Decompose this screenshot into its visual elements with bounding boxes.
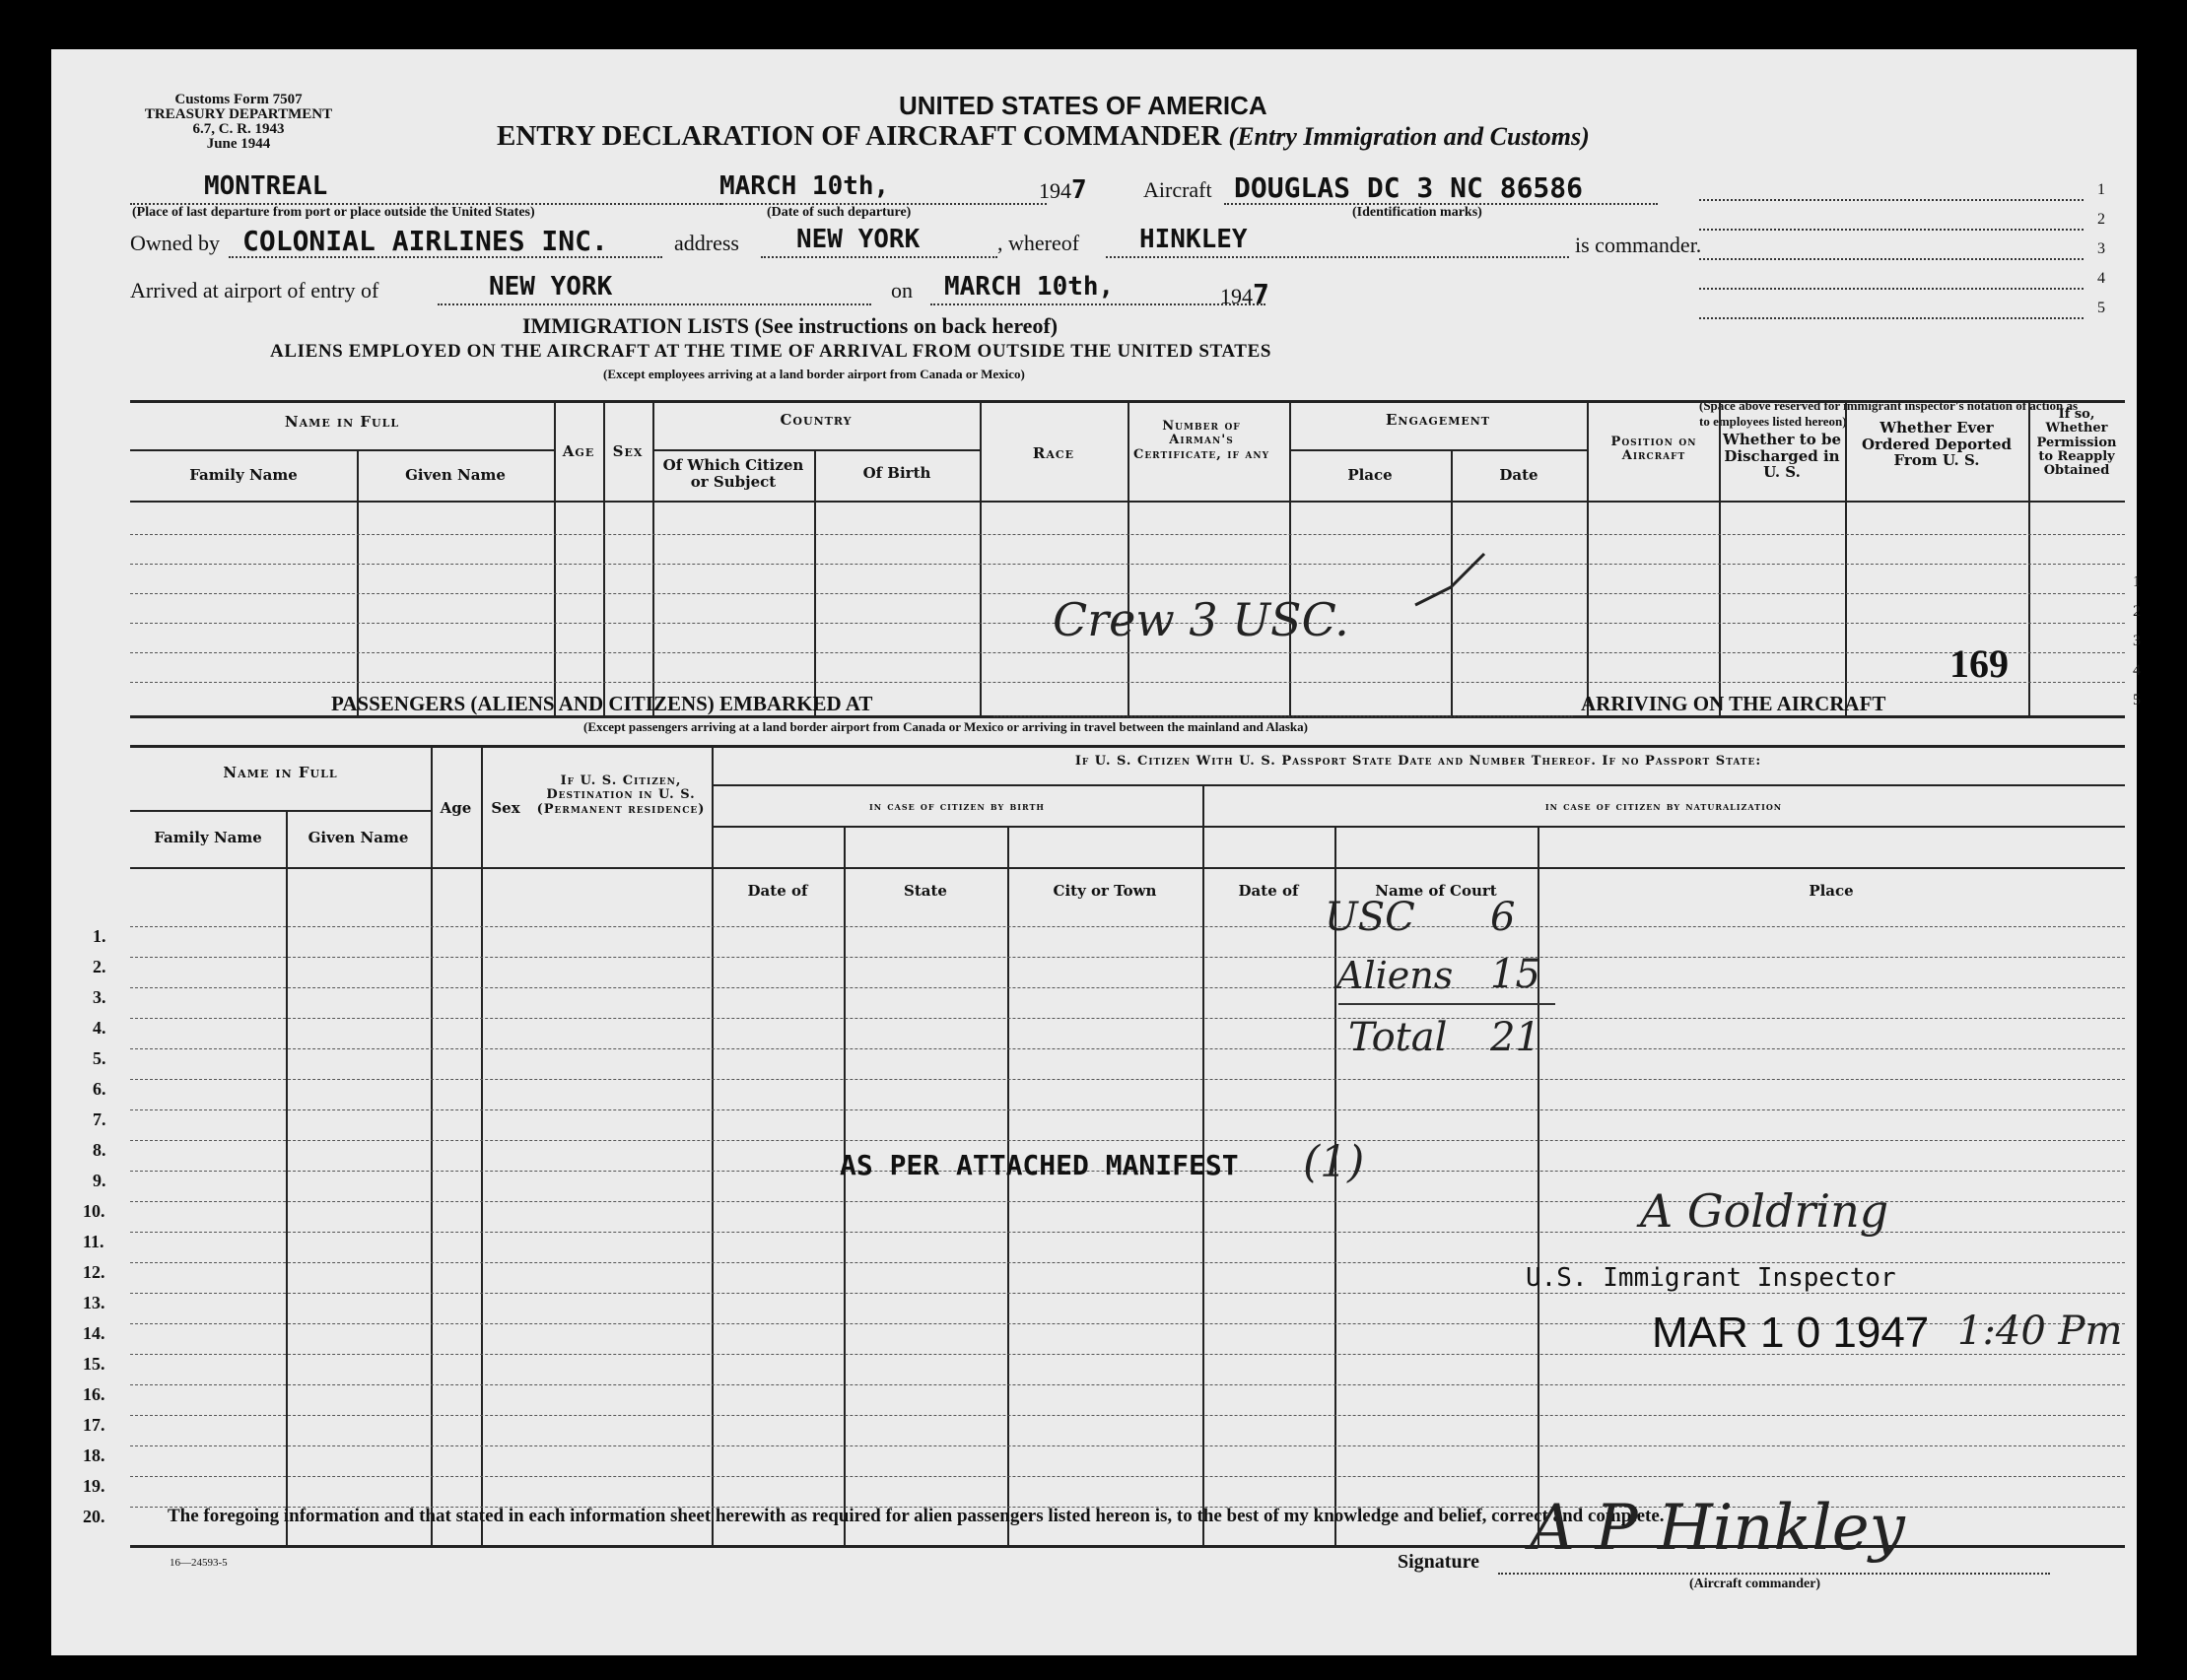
crew-col-deported: Whether Ever Ordered Deported From U. S. xyxy=(1861,419,2013,469)
commander-signature: A P Hinkley xyxy=(1530,1492,1905,1565)
address-value: NEW YORK xyxy=(796,225,921,254)
arrival-airport: NEW YORK xyxy=(489,272,613,302)
crew-col-age: Age xyxy=(562,442,595,460)
stamp-date: MAR 1 0 1947 xyxy=(1652,1309,1930,1357)
footer-form-code: 16—24593-5 xyxy=(170,1557,228,1569)
tally-usc-value: 6 xyxy=(1490,895,1516,940)
pass-col-place: Place xyxy=(1809,882,1854,900)
crew-col-name-in-full: Name in Full xyxy=(284,413,400,431)
country-title: UNITED STATES OF AMERICA xyxy=(899,91,1267,120)
arrival-year xyxy=(1220,278,1269,310)
crew-col-given-name: Given Name xyxy=(405,466,506,484)
row-number: 1. xyxy=(93,926,106,946)
manifest-text: AS PER ATTACHED MANIFEST xyxy=(840,1149,1239,1181)
margin-number: 2 xyxy=(2097,211,2105,228)
departure-place: MONTREAL xyxy=(204,171,328,201)
crew-table xyxy=(130,400,2141,721)
commander-label: (Aircraft commander) xyxy=(1689,1577,1821,1591)
crew-handwritten-note: Crew 3 USC. xyxy=(1053,593,1349,646)
form-id-line2: TREASURY DEPARTMENT xyxy=(144,106,333,122)
form-title xyxy=(497,120,1590,153)
crew-row-number: 1 xyxy=(2133,573,2141,590)
crew-col-citizen: Of Which Citizen or Subject xyxy=(662,456,804,491)
departure-year-digit: 7 xyxy=(1071,175,1087,205)
crew-col-engagement: Engagement xyxy=(1386,411,1490,429)
form-title-main: ENTRY DECLARATION OF AIRCRAFT COMMANDER xyxy=(497,120,1222,152)
departure-year xyxy=(1039,175,1087,205)
crew-row-number: 5 xyxy=(2133,692,2141,708)
departure-place-label: (Place of last departure from port or place outside the United States) xyxy=(132,205,535,220)
tally-usc-label: USC xyxy=(1325,895,1415,940)
row-number: 8. xyxy=(93,1140,106,1160)
is-commander-label: is commander. xyxy=(1575,233,1702,257)
pass-col-destination: If U. S. Citizen, Destination in U. S. (Permanent residence) xyxy=(536,773,706,817)
pass-col-state: State xyxy=(904,882,947,900)
row-number: 7. xyxy=(93,1109,106,1129)
pass-col-court: Name of Court xyxy=(1375,882,1497,900)
form-id-line1: Customs Form 7507 xyxy=(174,92,303,107)
crew-col-birth: Of Birth xyxy=(862,464,931,482)
pass-col-city: City or Town xyxy=(1053,882,1157,900)
row-number: 3. xyxy=(93,987,106,1007)
immigration-title: IMMIGRATION LISTS (See instructions on back hereof) xyxy=(522,313,1059,338)
tally-total-value: 21 xyxy=(1490,1015,1540,1060)
passengers-title-right: ARRIVING ON THE AIRCRAFT xyxy=(1581,692,1886,715)
arrival-on-label: on xyxy=(891,278,913,302)
form-id-line4: June 1944 xyxy=(206,136,271,152)
row-number: 15. xyxy=(83,1354,105,1374)
tally-total-label: Total xyxy=(1348,1015,1448,1060)
passengers-note: (Except passengers arriving at a land border airport from Canada or Mexico or arriving in travel between the mainland and Alaska) xyxy=(583,719,1308,734)
crew-row-number: 3 xyxy=(2133,633,2141,649)
departure-year-prefix: 194 xyxy=(1039,178,1071,203)
crew-row-number: 2 xyxy=(2133,603,2141,620)
row-number: 9. xyxy=(93,1171,106,1190)
manifest-note: (1) xyxy=(1303,1137,1365,1187)
row-number: 19. xyxy=(83,1476,105,1496)
pass-col-family-name: Family Name xyxy=(154,829,262,846)
crew-col-sex: Sex xyxy=(612,442,644,460)
pass-col-by-birth: in case of citizen by birth xyxy=(869,799,1045,813)
pass-col-by-naturalization: in case of citizen by naturalization xyxy=(1544,799,1783,813)
row-number: 6. xyxy=(93,1079,106,1099)
owned-label: Owned by xyxy=(130,231,221,255)
passengers-title-left: PASSENGERS (ALIENS AND CITIZENS) EMBARKED AT xyxy=(331,692,873,715)
departure-date-label: (Date of such departure) xyxy=(767,205,912,220)
commander-value: HINKLEY xyxy=(1139,225,1248,254)
crew-col-country: Country xyxy=(780,411,853,429)
margin-number: 3 xyxy=(2097,240,2105,257)
pass-col-name-in-full: Name in Full xyxy=(223,764,338,781)
aircraft-value: DOUGLAS DC 3 NC 86586 xyxy=(1234,171,1584,204)
tally-aliens-label: Aliens xyxy=(1336,954,1454,997)
form-title-sub: (Entry Immigration and Customs) xyxy=(1228,122,1590,151)
whereof-label: , whereof xyxy=(997,231,1080,255)
pass-col-age: Age xyxy=(440,799,472,817)
row-number: 4. xyxy=(93,1018,106,1038)
row-number: 16. xyxy=(83,1384,105,1404)
inspector-title: U.S. Immigrant Inspector xyxy=(1526,1263,1896,1293)
crew-col-date: Date xyxy=(1499,466,1538,484)
row-number: 20. xyxy=(83,1507,105,1526)
owned-value: COLONIAL AIRLINES INC. xyxy=(242,225,608,257)
row-number: 2. xyxy=(93,957,106,976)
arrival-year-digit: 7 xyxy=(1253,278,1269,310)
immigration-subtitle: ALIENS EMPLOYED ON THE AIRCRAFT AT THE TIME OF ARRIVAL FROM OUTSIDE THE UNITED STATES xyxy=(270,341,1272,362)
arrival-year-prefix: 194 xyxy=(1220,284,1253,308)
crew-col-family-name: Family Name xyxy=(189,466,298,484)
ident-label: (Identification marks) xyxy=(1352,205,1482,220)
stamp-time: 1:40 Pm xyxy=(1957,1309,2123,1354)
pass-col-passport: If U. S. Citizen With U. S. Passport State Date and Number Thereof. If no Passport State: xyxy=(1074,754,1762,769)
immigration-note: (Except employees arriving at a land border airport from Canada or Mexico) xyxy=(603,367,1025,381)
margin-number: 1 xyxy=(2097,181,2105,198)
row-number: 10. xyxy=(83,1201,105,1221)
departure-date: MARCH 10th, xyxy=(719,171,890,201)
row-number: 14. xyxy=(83,1323,105,1343)
margin-number: 5 xyxy=(2097,300,2105,316)
row-number: 12. xyxy=(83,1262,105,1282)
aircraft-label: Aircraft xyxy=(1143,177,1212,202)
address-label: address xyxy=(674,231,739,255)
crew-col-race: Race xyxy=(1032,444,1075,462)
arrival-date: MARCH 10th, xyxy=(944,272,1115,302)
row-number: 18. xyxy=(83,1445,105,1465)
form-page xyxy=(51,49,2141,1655)
stamp-number: 169 xyxy=(1949,641,2009,686)
crew-col-place: Place xyxy=(1347,466,1393,484)
row-number: 11. xyxy=(83,1232,104,1251)
pass-col-date-of-2: Date of xyxy=(1238,882,1299,900)
form-id-line3: 6.7, C. R. 1943 xyxy=(192,121,285,137)
form-id xyxy=(120,93,357,152)
arrival-label: Arrived at airport of entry of xyxy=(130,278,379,302)
pass-col-given-name: Given Name xyxy=(308,829,409,846)
row-number: 17. xyxy=(83,1415,105,1435)
signature-label: Signature xyxy=(1398,1551,1479,1573)
row-number: 13. xyxy=(83,1293,105,1312)
crew-col-airman-cert: Number of Airman's Certificate, if any xyxy=(1132,419,1270,462)
inspector-signature: A Goldring xyxy=(1640,1184,1889,1238)
check-mark xyxy=(1411,548,1490,617)
row-number: 5. xyxy=(93,1048,106,1068)
pass-col-sex: Sex xyxy=(491,799,520,817)
margin-number: 4 xyxy=(2097,270,2105,287)
tally-aliens-value: 15 xyxy=(1490,952,1540,997)
footer-declaration: The foregoing information and that stated in each information sheet herewith as required for alien passengers listed hereon is, to the best of my knowledge and belief, correct and complete. xyxy=(168,1506,1665,1526)
crew-col-position: Position on Aircraft xyxy=(1610,435,1697,464)
margin-note: (Space above reserved for immigrant inspector's notation of action as to employees listed hereon) xyxy=(1699,398,2079,429)
pass-col-date-of: Date of xyxy=(747,882,808,900)
crew-col-permission: If so, Whether Permission to Reapply Obtained xyxy=(2036,407,2117,479)
crew-row-number: 4 xyxy=(2133,662,2141,679)
crew-col-discharged: Whether to be Discharged in U. S. xyxy=(1723,431,1841,481)
